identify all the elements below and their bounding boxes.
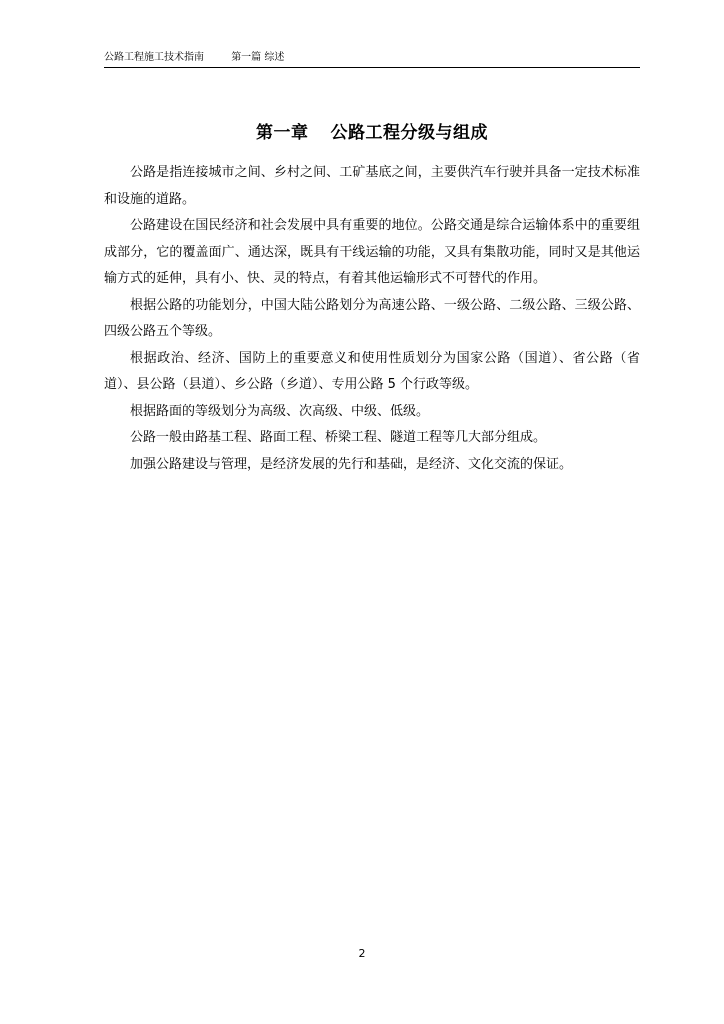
- header-part-title: 第一篇 综述: [231, 52, 285, 63]
- chapter-heading: [104, 121, 640, 145]
- body-text: [104, 160, 640, 478]
- header-book-title: 公路工程施工技术指南: [104, 52, 204, 63]
- chapter-title: 公路工程分级与组成: [330, 123, 488, 143]
- paragraph-management: 加强公路建设与管理，是经济发展的先行和基础，是经济、文化交流的保证。: [130, 456, 573, 472]
- page-number: 2: [358, 947, 366, 960]
- paragraph-pavement-classes: 根据路面的等级划分为高级、次高级、中级、低级。: [130, 403, 430, 419]
- paragraph-definition: 公路是指连接城市之间、乡村之间、工矿基底之间，主要供汽车行驶并具备一定技术标准和设施的道路。: [104, 165, 640, 207]
- paragraph-administrative-classes: 根据政治、经济、国防上的重要意义和使用性质划分为国家公路（国道）、省公路（省道）、县公路（县道）、乡公路（乡道）、专用公路 5 个行政等级。: [104, 350, 640, 392]
- paragraph-function-classes: 根据公路的功能划分，中国大陆公路划分为高速公路、一级公路、二级公路、三级公路、四级公路五个等级。: [104, 297, 640, 339]
- page-header: [104, 51, 640, 68]
- paragraph-composition: 公路一般由路基工程、路面工程、桥梁工程、隧道工程等几大部分组成。: [130, 430, 547, 445]
- paragraph-importance: 公路建设在国民经济和社会发展中具有重要的地位。公路交通是综合运输体系中的重要组成部分，它的覆盖面广、通达深，既具有干线运输的功能，又具有集散功能，同时又是其他运输方式的延伸，具有小、快、灵的特点，有着其他运输形式不可替代的作用。: [104, 218, 640, 286]
- chapter-number: 第一章: [256, 123, 309, 143]
